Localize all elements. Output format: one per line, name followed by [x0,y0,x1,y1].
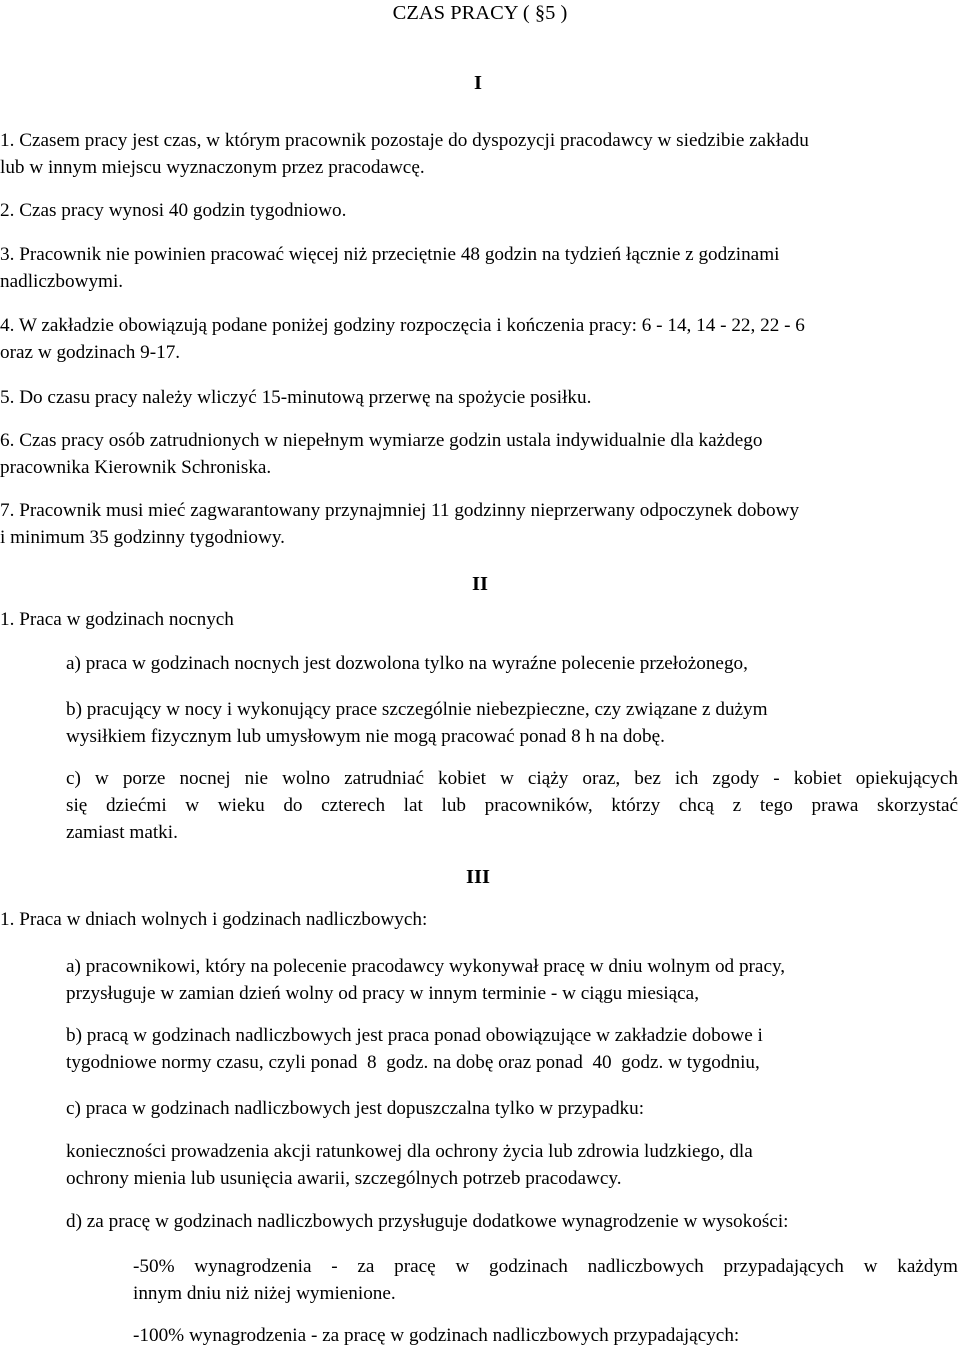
paragraph-3-d-2 [133,1322,958,1349]
paragraph-3-c-detail [66,1138,958,1192]
paragraph-line: d) za pracę w godzinach nadliczbowych przysługuje dodatkowe wynagrodzenie w wysokości: [66,1211,789,1232]
paragraph-1-7 [0,497,958,551]
paragraph-line: c) w porze nocnej nie wolno zatrudniać kobiet w ciąży oraz, bez ich zgody - kobiet opiekujących [66,768,958,789]
paragraph-2-a [66,650,958,677]
paragraph-1-6 [0,427,958,481]
paragraph-line: tygodniowe normy czasu, czyli ponad 8 godz. na dobę oraz ponad 40 godz. w tygodniu, [66,1052,760,1073]
paragraph-line: zamiast matki. [66,822,178,843]
paragraph-1-3 [0,241,958,295]
section-3-intro: 1. Praca w dniach wolnych i godzinach nadliczbowych: [0,909,428,930]
paragraph-line: innym dniu niż niżej wymienione. [133,1283,396,1304]
paragraph-line: 6. Czas pracy osób zatrudnionych w niepełnym wymiarze godzin ustala indywidualnie dla każdego [0,430,763,451]
paragraph-line: b) pracujący w nocy i wykonujący prace szczególnie niebezpieczne, czy związane z dużym [66,699,768,720]
paragraph-3-d [66,1208,958,1235]
paragraph-1-1 [0,127,958,181]
paragraph-line: oraz w godzinach 9-17. [0,342,181,363]
paragraph-line: 5. Do czasu pracy należy wliczyć 15-minutową przerwę na spożycie posiłku. [0,387,592,408]
paragraph-line: -50% wynagrodzenia - za pracę w godzinach nadliczbowych przypadających w każdym [133,1256,958,1277]
paragraph-line: i minimum 35 godzinny tygodniowy. [0,527,285,548]
section-2-intro: 1. Praca w godzinach nocnych [0,609,234,630]
paragraph-1-4 [0,312,958,366]
paragraph-line: a) praca w godzinach nocnych jest dozwolona tylko na wyraźne polecenie przełożonego, [66,653,748,674]
paragraph-line: konieczności prowadzenia akcji ratunkowej dla ochrony życia lub zdrowia ludzkiego, dla [66,1141,753,1162]
paragraph-3-b [66,1022,958,1076]
section-heading-2: II [472,573,488,595]
paragraph-line: wysiłkiem fizycznym lub umysłowym nie mogą pracować ponad 8 h na dobę. [66,726,665,747]
paragraph-1-2 [0,197,958,224]
document-title: CZAS PRACY ( §5 ) [392,2,568,24]
section-heading-1: I [474,72,482,94]
paragraph-line: -100% wynagrodzenia - za pracę w godzinach nadliczbowych przypadających: [133,1325,740,1346]
paragraph-line: b) pracą w godzinach nadliczbowych jest praca ponad obowiązujące w zakładzie dobowe i [66,1025,763,1046]
paragraph-line: c) praca w godzinach nadliczbowych jest dopuszczalna tylko w przypadku: [66,1098,645,1119]
section-heading-3: III [466,866,490,888]
paragraph-2-c [66,765,958,846]
paragraph-line: ochrony mienia lub usunięcia awarii, szczególnych potrzeb pracodawcy. [66,1168,622,1189]
paragraph-line: nadliczbowymi. [0,271,124,292]
paragraph-line: lub w innym miejscu wyznaczonym przez pracodawcę. [0,157,425,178]
paragraph-line: 4. W zakładzie obowiązują podane poniżej godziny rozpoczęcia i kończenia pracy: 6 - 14, 14 - 22, 22 - 6 [0,315,805,336]
paragraph-3-c [66,1095,958,1122]
paragraph-line: 2. Czas pracy wynosi 40 godzin tygodniowo. [0,200,347,221]
paragraph-3-d-1 [133,1253,958,1307]
paragraph-3-a [66,953,958,1007]
paragraph-line: 1. Czasem pracy jest czas, w którym pracownik pozostaje do dyspozycji pracodawcy w siedzibie zakładu [0,130,809,151]
paragraph-line: 3. Pracownik nie powinien pracować więcej niż przeciętnie 48 godzin na tydzień łącznie z godzinami [0,244,780,265]
paragraph-line: 7. Pracownik musi mieć zagwarantowany przynajmniej 11 godzinny nieprzerwany odpoczynek dobowy [0,500,800,521]
paragraph-2-b [66,696,958,750]
paragraph-line: się dziećmi w wieku do czterech lat lub pracowników, którzy chcą z tego prawa skorzystać [66,795,958,816]
paragraph-line: pracownika Kierownik Schroniska. [0,457,272,478]
paragraph-1-5 [0,384,958,411]
paragraph-line: przysługuje w zamian dzień wolny od pracy w innym terminie - w ciągu miesiąca, [66,983,699,1004]
paragraph-line: a) pracownikowi, który na polecenie pracodawcy wykonywał pracę w dniu wolnym od pracy, [66,956,786,977]
